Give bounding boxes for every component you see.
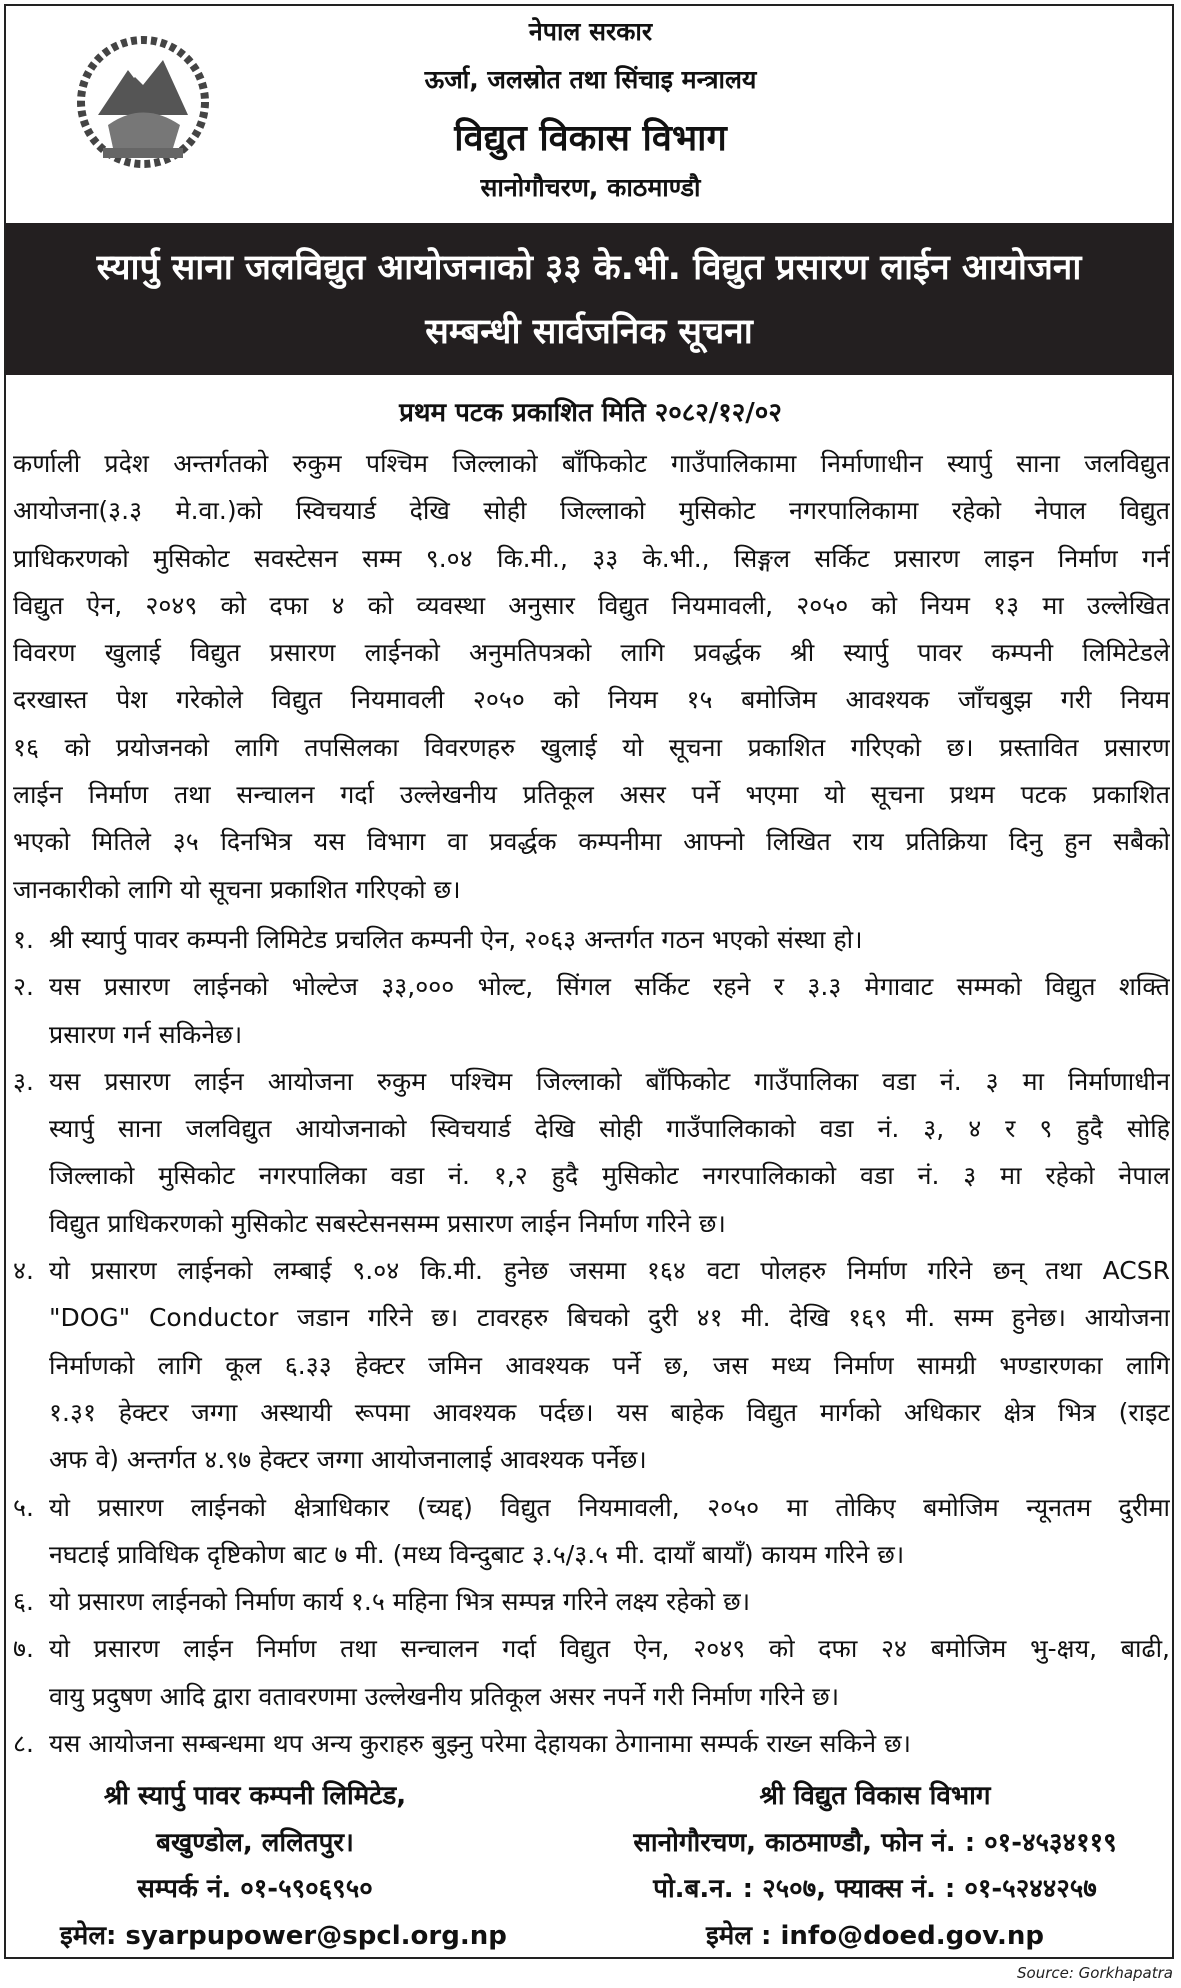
- list-item-number: ६.: [13, 1587, 34, 1617]
- list-item: [13, 1578, 1170, 1625]
- list-item-line: यो प्रसारण लाईन निर्माण तथा सन्चालन गर्दा विद्युत ऐन, २०४९ को दफा २४ बमोजिम भु-क्षय, बाढी,: [49, 1634, 1170, 1664]
- paragraph-line: विवरण खुलाई विद्युत प्रसारण लाईनको अनुमतिपत्रको लागि प्रवर्द्धक श्री स्यार्पु पावर कम्पनी लिमिटेडले: [13, 638, 1170, 668]
- list-item-number: ५.: [13, 1492, 34, 1522]
- list-item: [13, 1625, 1170, 1720]
- list-item: [13, 1484, 1170, 1579]
- list-item-line: निर्माणको लागि कूल ६.३३ हेक्टर जमिन आवश्यक पर्ने छ, जस मध्य निर्माण सामग्री भण्डारणका लागि: [49, 1350, 1170, 1380]
- list-item-line: अफ वे) अन्तर्गत ४.९७ हेक्टर जग्गा आयोजनालाई आवश्यक पर्नेछ।: [49, 1445, 647, 1475]
- company-contact: [60, 1773, 507, 1959]
- department-name: विद्युत विकास विभाग: [454, 118, 727, 159]
- company-phone: सम्पर्क नं. ०१-५९०६९५०: [137, 1874, 373, 1904]
- list-item: [13, 1058, 1170, 1247]
- paragraph-line: लाईन निर्माण तथा सन्चालन गर्दा उल्लेखनीय प्रतिकूल असर पर्ने भएमा यो सूचना प्रथम पटक प्रकाशित: [13, 780, 1170, 810]
- paragraph-line: दरखास्त पेश गरेकोले विद्युत नियमावली २०५० को नियम १५ बमोजिम आवश्यक जाँचबुझ गरी नियम: [13, 685, 1170, 715]
- list-item-number: ७.: [13, 1634, 34, 1664]
- list-item-line: यस प्रसारण लाईन आयोजना रुकुम पश्चिम जिल्लाको बाँफिकोट गाउँपालिका वडा नं. ३ मा निर्माणाधीन: [49, 1066, 1170, 1096]
- paragraph-line: प्राधिकरणको मुसिकोट सवस्टेसन सम्म ९.०४ कि.मी., ३३ के.भी., सिङ्गल सर्किट प्रसारण लाइन निर्माण गर्न: [13, 543, 1170, 573]
- list-item-line: १.३१ हेक्टर जग्गा अस्थायी रूपमा आवश्यक पर्दछ। यस बाहेक विद्युत मार्गको अधिकार क्षेत्र भित्र (राइट: [49, 1397, 1170, 1427]
- ministry-name: ऊर्जा, जलस्रोत तथा सिंचाइ मन्त्रालय: [424, 65, 757, 94]
- list-item: [13, 1720, 1170, 1767]
- company-name: श्री स्यार्पु पावर कम्पनी लिमिटेड,: [103, 1781, 407, 1811]
- department-email: इमेल : info@doed.gov.np: [706, 1920, 1044, 1951]
- list-item: [13, 963, 1170, 1058]
- list-item-number: १.: [13, 925, 34, 954]
- numbered-list: [13, 916, 1170, 1767]
- list-item-number: ३.: [13, 1066, 34, 1096]
- list-item: [13, 1247, 1170, 1483]
- list-item: [13, 916, 1170, 963]
- list-item-line: श्री स्यार्पु पावर कम्पनी लिमिटेड प्रचलित कम्पनी ऐन, २०६३ अन्तर्गत गठन भएको संस्था हो।: [49, 925, 863, 954]
- list-item-line: "DOG" Conductor जडान गरिने छ। टावरहरु बिचको दुरी ४१ मी. देखि १६९ मी. सम्म हुनेछ। आयोजना: [49, 1303, 1170, 1333]
- paragraph-line: आयोजना(३.३ मे.वा.)को स्विचयार्ड देखि सोही जिल्लाको मुसिकोट नगरपालिकामा रहेको नेपाल विद्युत: [13, 496, 1170, 526]
- list-item-number: ८.: [13, 1729, 34, 1759]
- notice-title-line2: सम्बन्धी सार्वजनिक सूचना: [425, 312, 753, 352]
- paragraph-line: १६ को प्रयोजनको लागि तपसिलका विवरणहरु खुलाई यो सूचना प्रकाशित गरिएको छ। प्रस्तावित प्रसारण: [13, 732, 1170, 762]
- title-band: [6, 223, 1172, 375]
- department-contact-name: श्री विद्युत विकास विभाग: [759, 1781, 991, 1811]
- government-name: नेपाल सरकार: [528, 17, 653, 46]
- department-contact-address: सानोगौरचण, काठमाण्डौ, फोन नं. : ०१-४५३४११९: [633, 1827, 1117, 1858]
- intro-paragraph: [13, 440, 1170, 913]
- list-item-number: ४.: [13, 1256, 34, 1286]
- published-date: प्रथम पटक प्रकाशित मिति २०८२/१२/०२: [399, 398, 782, 428]
- list-item-line: वायु प्रदुषण आदि द्वारा वतावरणमा उल्लेखनीय प्रतिकूल असर नपर्ने गरी निर्माण गरिने छ।: [49, 1681, 840, 1711]
- company-address: बखुण्डोल, ललितपुर।: [156, 1827, 354, 1858]
- paragraph-line: भएको मितिले ३५ दिनभित्र यस विभाग वा प्रवर्द्धक कम्पनीमा आफ्नो लिखित राय प्रतिक्रिया दिनु हुन सबैको: [13, 827, 1170, 857]
- paragraph-line: विद्युत ऐन, २०४९ को दफा ४ को व्यवस्था अनुसार विद्युत नियमावली, २०५० को नियम १३ मा उल्लेखित: [13, 590, 1170, 620]
- list-item-line: स्यार्पु साना जलविद्युत आयोजनाको स्विचयार्ड देखि सोही गाउँपालिकाको वडा नं. ३, ४ र ९ हुदै सोहि: [49, 1114, 1170, 1144]
- list-item-line: यस आयोजना सम्बन्धमा थप अन्य कुराहरु बुझ्नु परेमा देहायका ठेगानामा सम्पर्क राख्न सकिने छ।: [49, 1729, 912, 1759]
- list-item-line: यो प्रसारण लाईनको निर्माण कार्य १.५ महिना भित्र सम्पन्न गरिने लक्ष्य रहेको छ।: [49, 1587, 751, 1617]
- list-item-line: विद्युत प्राधिकरणको मुसिकोट सबस्टेसनसम्म प्रसारण लाईन निर्माण गरिने छ।: [49, 1208, 726, 1238]
- list-item-line: जिल्लाको मुसिकोट नगरपालिका वडा नं. १,२ हुदै मुसिकोट नगरपालिकाको वडा नं. ३ मा रहेको नेपाल: [49, 1161, 1170, 1191]
- paragraph-line: कर्णाली प्रदेश अन्तर्गतको रुकुम पश्चिम जिल्लाको बाँफिकोट गाउँपालिकामा निर्माणाधीन स्यार्पु साना जलविद्युत: [13, 449, 1170, 478]
- department-address: सानोगौचरण, काठमाण्डौ: [480, 173, 701, 202]
- source-credit: Source: Gorkhapatra: [1017, 1964, 1173, 1982]
- list-item-line: प्रसारण गर्न सकिनेछ।: [49, 1019, 243, 1049]
- list-item-line: यो प्रसारण लाईनको लम्बाई ९.०४ कि.मी. हुनेछ जसमा १६४ वटा पोलहरु निर्माण गरिने छन् तथा ACSR: [49, 1256, 1170, 1286]
- department-pobox-fax: पो.ब.न. : २५०७, फ्याक्स नं. : ०१-५२४४२५७: [653, 1874, 1097, 1904]
- notice-title-line1: स्यार्पु साना जलविद्युत आयोजनाको ३३ के.भी. विद्युत प्रसारण लाईन आयोजना: [96, 248, 1082, 288]
- list-item-line: यो प्रसारण लाईनको क्षेत्राधिकार (च्यद्द) विद्युत नियमावली, २०५० मा तोकिए बमोजिम न्यूनतम दुरीमा: [49, 1492, 1170, 1522]
- list-item-number: २.: [13, 972, 34, 1002]
- list-item-line: नघटाई प्राविधिक दृष्टिकोण बाट ७ मी. (मध्य विन्दुबाट ३.५/३.५ मी. दायाँ बायाँ) कायम गरिने छ।: [49, 1539, 905, 1569]
- department-contact: [585, 1773, 1165, 1959]
- paragraph-line: जानकारीको लागि यो सूचना प्रकाशित गरिएको छ।: [13, 874, 461, 904]
- company-email: इमेल: syarpupower@spcl.org.np: [60, 1920, 507, 1951]
- list-item-line: यस प्रसारण लाईनको भोल्टेज ३३,००० भोल्ट, सिंगल सर्किट रहने र ३.३ मेगावाट सम्मको विद्युत शक्ति: [49, 972, 1170, 1002]
